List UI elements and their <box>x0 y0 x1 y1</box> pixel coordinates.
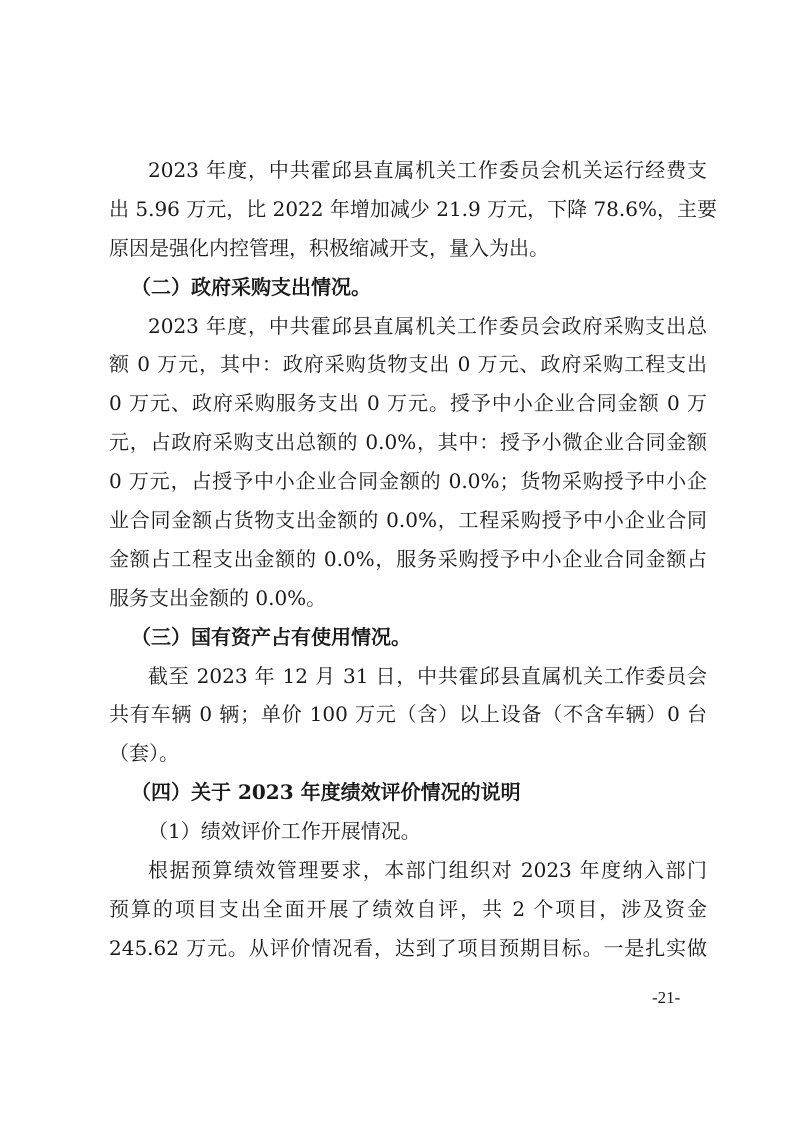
text-line: 245.62 万元。从评价情况看，达到了项目预期目标。一是扎实做 <box>109 935 707 960</box>
text-line: 2023 年度，中共霍邱县直属机关工作委员会机关运行经费支 <box>148 158 707 182</box>
text-line: 预算的项目支出全面开展了绩效自评，共 2 个项目，涉及资金 <box>109 896 707 921</box>
text-line: 原因是强化内控管理，积极缩减开支，量入为出。 <box>109 235 549 260</box>
text-line: 共有车辆 0 辆；单价 100 万元（含）以上设备（不含车辆）0 台 <box>109 702 707 727</box>
text-line: 额 0 万元，其中：政府采购货物支出 0 万元、政府采购工程支出 <box>109 352 707 377</box>
text-line: 金额占工程支出金额的 0.0%，服务采购授予中小企业合同金额占 <box>109 546 707 571</box>
text-line: 0 万元，占授予中小企业合同金额的 0.0%；货物采购授予中小企 <box>109 469 707 494</box>
text-line: 元，占政府采购支出总额的 0.0%，其中：授予小微企业合同金额 <box>109 430 707 455</box>
text-line: 2023 年度，中共霍邱县直属机关工作委员会政府采购支出总 <box>148 313 707 338</box>
document-body <box>109 151 717 968</box>
page-number: -21- <box>652 988 681 1007</box>
text-line: 0 万元、政府采购服务支出 0 万元。授予中小企业合同金额 0 万 <box>109 391 707 416</box>
section-heading: （三）国有资产占有使用情况。 <box>131 624 411 649</box>
text-line: （套）。 <box>109 741 179 766</box>
section-heading: （二）政府采购支出情况。 <box>131 274 371 299</box>
text-line: 业合同金额占货物支出金额的 0.0%，工程采购授予中小企业合同 <box>109 508 707 533</box>
text-line: 截至 2023 年 12 月 31 日，中共霍邱县直属机关工作委员会 <box>148 663 707 688</box>
text-line: （1）绩效评价工作开展情况。 <box>148 819 421 844</box>
text-line: 出 5.96 万元，比 2022 年增加减少 21.9 万元，下降 78.6%，主要 <box>109 196 717 221</box>
section-heading: （四）关于 2023 年度绩效评价情况的说明 <box>131 780 521 805</box>
text-line: 服务支出金额的 0.0%。 <box>109 585 327 610</box>
text-line: 根据预算绩效管理要求，本部门组织对 2023 年度纳入部门 <box>148 858 707 883</box>
